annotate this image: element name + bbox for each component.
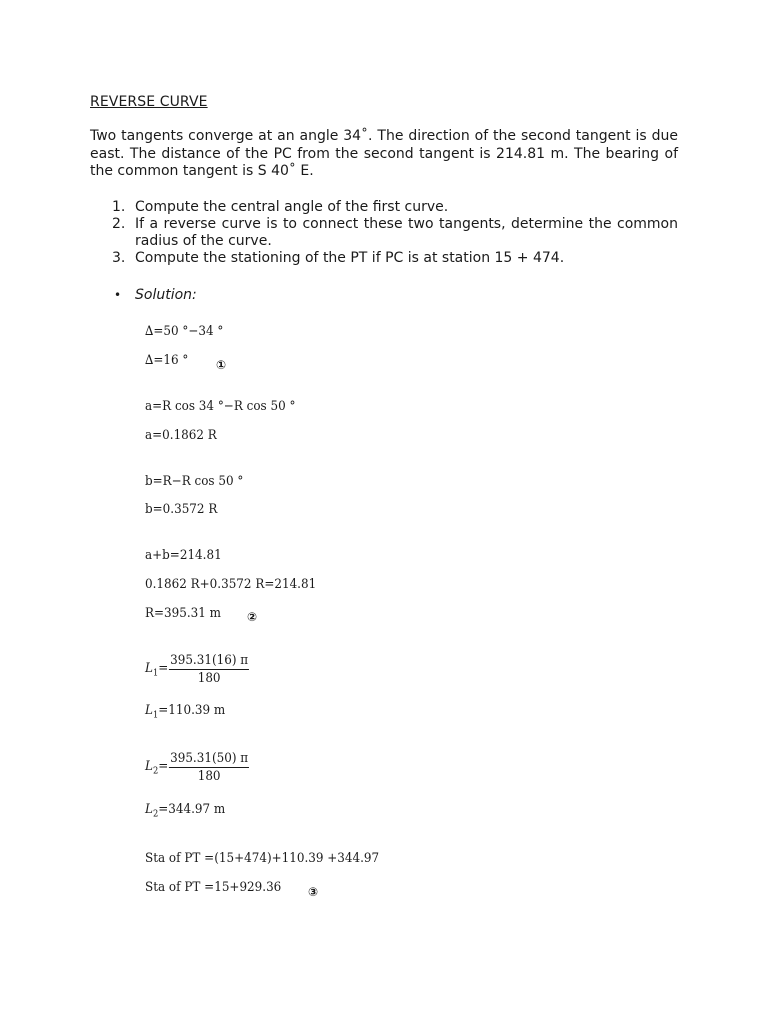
equation-sum-2: 0.1862 R+0.3572 R=214.81	[145, 577, 317, 592]
l1-numerator: 395.31(16) π	[170, 653, 249, 668]
l2-subscript: 2	[152, 809, 159, 820]
equation-station-1: Sta of PT =(15+474)+110.39 +344.97	[145, 851, 380, 866]
l1-fraction	[169, 653, 249, 686]
equation-sum-1: a+b=214.81	[145, 548, 222, 563]
equation-radius: R=395.31 m	[145, 606, 222, 621]
equation-b-1: b=R−R cos 50 °	[145, 474, 244, 489]
l2-equals: =	[158, 758, 169, 774]
answer-marker-2: ②	[247, 610, 258, 624]
answer-marker-3: ③	[308, 885, 319, 899]
equation-delta-1: ∆=50 °−34 °	[145, 324, 224, 339]
bullet-icon: •	[114, 288, 122, 302]
answer-marker-1: ①	[216, 358, 227, 372]
l2-numerator: 395.31(50) π	[170, 751, 249, 766]
task-item	[90, 199, 678, 216]
equation-a-2: a=0.1862 R	[145, 428, 217, 443]
problem-statement: Two tangents converge at an angle 34˚. The direction of the second tangent is due east. The distance of the PC from the second tangent is 214.81 m. The bearing of the common tangent is S 40˚ E.	[90, 128, 678, 179]
l1-symbol: L	[145, 703, 153, 718]
l1-result: =110.39 m	[158, 703, 226, 718]
equation-l2-fraction	[145, 751, 249, 784]
equation-station-2: Sta of PT =15+929.36	[145, 880, 282, 895]
equation-b-2: b=0.3572 R	[145, 502, 218, 517]
l1-subscript: 1	[152, 710, 159, 721]
page-title: REVERSE CURVE	[90, 94, 208, 110]
l2-denominator: 180	[197, 769, 221, 784]
l2-subscript: 2	[152, 766, 159, 777]
l2-symbol: L	[145, 758, 153, 774]
l1-equals: =	[158, 660, 169, 676]
equation-delta-2: ∆=16 °	[145, 353, 189, 368]
task-text: If a reverse curve is to connect these two tangents, determine the common radius of the curve.	[135, 216, 678, 249]
l1-denominator: 180	[197, 671, 221, 686]
l2-fraction	[169, 751, 249, 784]
task-text: Compute the central angle of the first curve.	[135, 199, 449, 215]
equation-l1-result	[145, 703, 225, 721]
l1-symbol: L	[145, 660, 153, 676]
solution-label: Solution:	[135, 287, 197, 303]
task-number: 1.	[112, 199, 126, 215]
task-number: 3.	[112, 250, 126, 266]
l1-subscript: 1	[152, 668, 159, 679]
equation-a-1: a=R cos 34 °−R cos 50 °	[145, 399, 296, 414]
equation-l1-fraction	[145, 653, 249, 686]
l2-symbol: L	[145, 802, 153, 817]
task-list	[90, 199, 678, 267]
equation-l2-result	[145, 802, 225, 820]
task-number: 2.	[112, 216, 126, 232]
task-item	[90, 216, 678, 250]
task-item	[90, 250, 678, 267]
l2-result: =344.97 m	[158, 802, 226, 817]
task-text: Compute the stationing of the PT if PC is at station 15 + 474.	[135, 250, 565, 266]
